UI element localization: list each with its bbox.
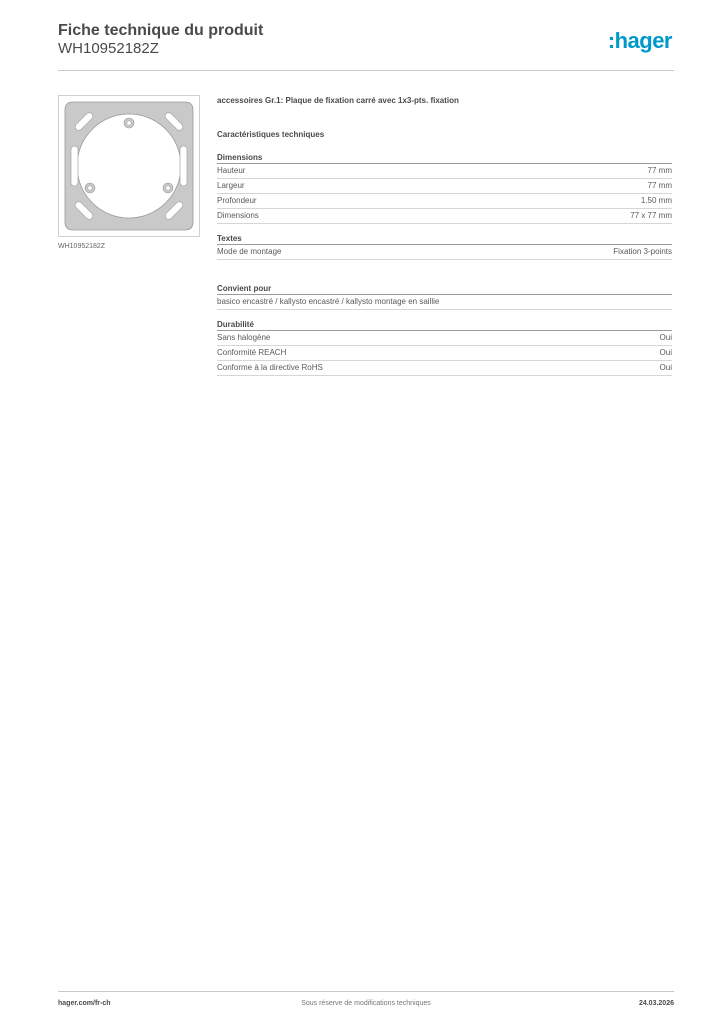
page-title: Fiche technique du produit: [58, 22, 264, 39]
row-value: Fixation 3-points: [613, 247, 672, 256]
tech-title: Caractéristiques techniques: [217, 130, 325, 139]
table-row: [217, 194, 672, 209]
row-value: 77 mm: [647, 181, 672, 190]
dimensions-title: Dimensions: [217, 153, 672, 164]
row-label: Dimensions: [217, 211, 259, 220]
row-value: 77 mm: [647, 166, 672, 175]
page-footer: [58, 991, 674, 1007]
table-row: [217, 331, 672, 346]
table-row: [217, 179, 672, 194]
row-label: Mode de montage: [217, 247, 282, 256]
row-label: Conformité REACH: [217, 348, 287, 357]
mounting-plate-icon: [59, 96, 199, 236]
row-label: Hauteur: [217, 166, 246, 175]
row-value: Oui: [659, 363, 672, 372]
product-description: accessoires Gr.1: Plaque de fixation carré avec 1x3-pts. fixation: [217, 96, 459, 105]
table-row: [217, 245, 672, 260]
convient-title: Convient pour: [217, 284, 672, 295]
row-label: Sans halogène: [217, 333, 271, 342]
page-header: [58, 22, 674, 71]
row-value: Oui: [659, 333, 672, 342]
footer-url[interactable]: hager.com/fr-ch: [58, 1000, 111, 1007]
row-value: 77 x 77 mm: [630, 211, 672, 220]
dimensions-table: [217, 164, 672, 224]
row-label: Largeur: [217, 181, 245, 190]
row-value: 1.50 mm: [640, 196, 672, 205]
hager-logo: :hager: [607, 28, 672, 53]
row-label: Conforme à la directive RoHS: [217, 363, 323, 372]
table-row: [217, 209, 672, 224]
image-caption: WH10952182Z: [58, 243, 106, 250]
product-code: WH10952182Z: [58, 40, 159, 57]
product-image: [58, 95, 200, 237]
footer-note: Sous réserve de modifications techniques: [301, 1000, 431, 1007]
row-value: Oui: [659, 348, 672, 357]
table-row: [217, 361, 672, 376]
row-label: Profondeur: [217, 196, 257, 205]
durabilite-title: Durabilité: [217, 320, 672, 331]
table-row: [217, 164, 672, 179]
product-details: [217, 96, 672, 376]
textes-title: Textes: [217, 234, 672, 245]
footer-date: 24.03.2026: [638, 1000, 674, 1007]
convient-text: basico encastré / kallysto encastré / kallysto montage en saillie: [217, 295, 672, 310]
table-row: [217, 346, 672, 361]
